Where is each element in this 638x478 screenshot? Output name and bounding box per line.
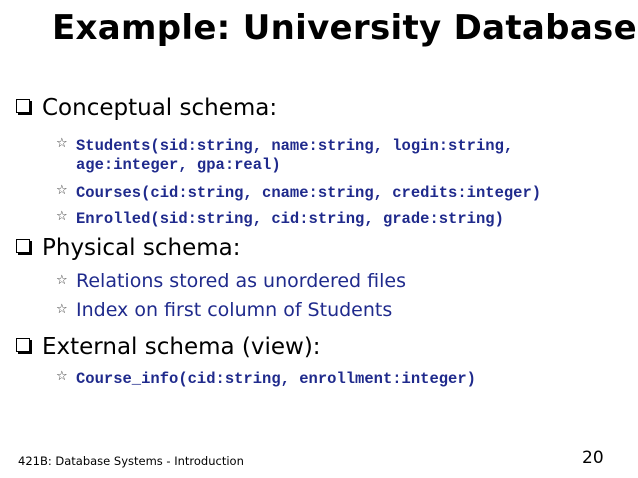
bullet-physical-schema	[16, 234, 240, 262]
star-bullet-icon: ☆	[56, 273, 68, 288]
schema-text-continued: age:integer, gpa:real)	[76, 156, 281, 174]
star-bullet-icon: ☆	[56, 183, 68, 198]
schema-text: Students(sid:string, name:string, login:string,	[76, 137, 514, 155]
schema-text: Course_info(cid:string, enrollment:integer)	[76, 370, 476, 388]
bullet-label: Conceptual schema:	[42, 95, 278, 121]
schema-text: Enrolled(sid:string, cid:string, grade:string)	[76, 210, 504, 228]
bullet-external-schema	[16, 333, 321, 361]
sub-bullet-students	[56, 133, 513, 157]
bullet-text: Relations stored as unordered files	[76, 270, 406, 292]
sub-bullet-index	[56, 299, 392, 321]
star-bullet-icon: ☆	[56, 136, 68, 151]
square-bullet-icon	[16, 338, 30, 352]
sub-bullet-enrolled	[56, 206, 504, 230]
bullet-label: External schema (view):	[42, 334, 321, 360]
star-bullet-icon: ☆	[56, 209, 68, 224]
bullet-conceptual-schema	[16, 94, 277, 122]
slide-title: Example: University Database	[52, 8, 637, 48]
bullet-label: Physical schema:	[42, 235, 241, 261]
sub-bullet-courses	[56, 180, 541, 204]
schema-text: Courses(cid:string, cname:string, credits:integer)	[76, 184, 542, 202]
slide-footer: 421B: Database Systems - Introduction	[18, 454, 244, 468]
sub-bullet-course-info	[56, 366, 476, 390]
square-bullet-icon	[16, 239, 30, 253]
star-bullet-icon: ☆	[56, 302, 68, 317]
sub-bullet-relations	[56, 270, 406, 292]
square-bullet-icon	[16, 99, 30, 113]
bullet-text: Index on first column of Students	[76, 299, 393, 321]
star-bullet-icon: ☆	[56, 369, 68, 384]
page-number: 20	[582, 448, 604, 468]
